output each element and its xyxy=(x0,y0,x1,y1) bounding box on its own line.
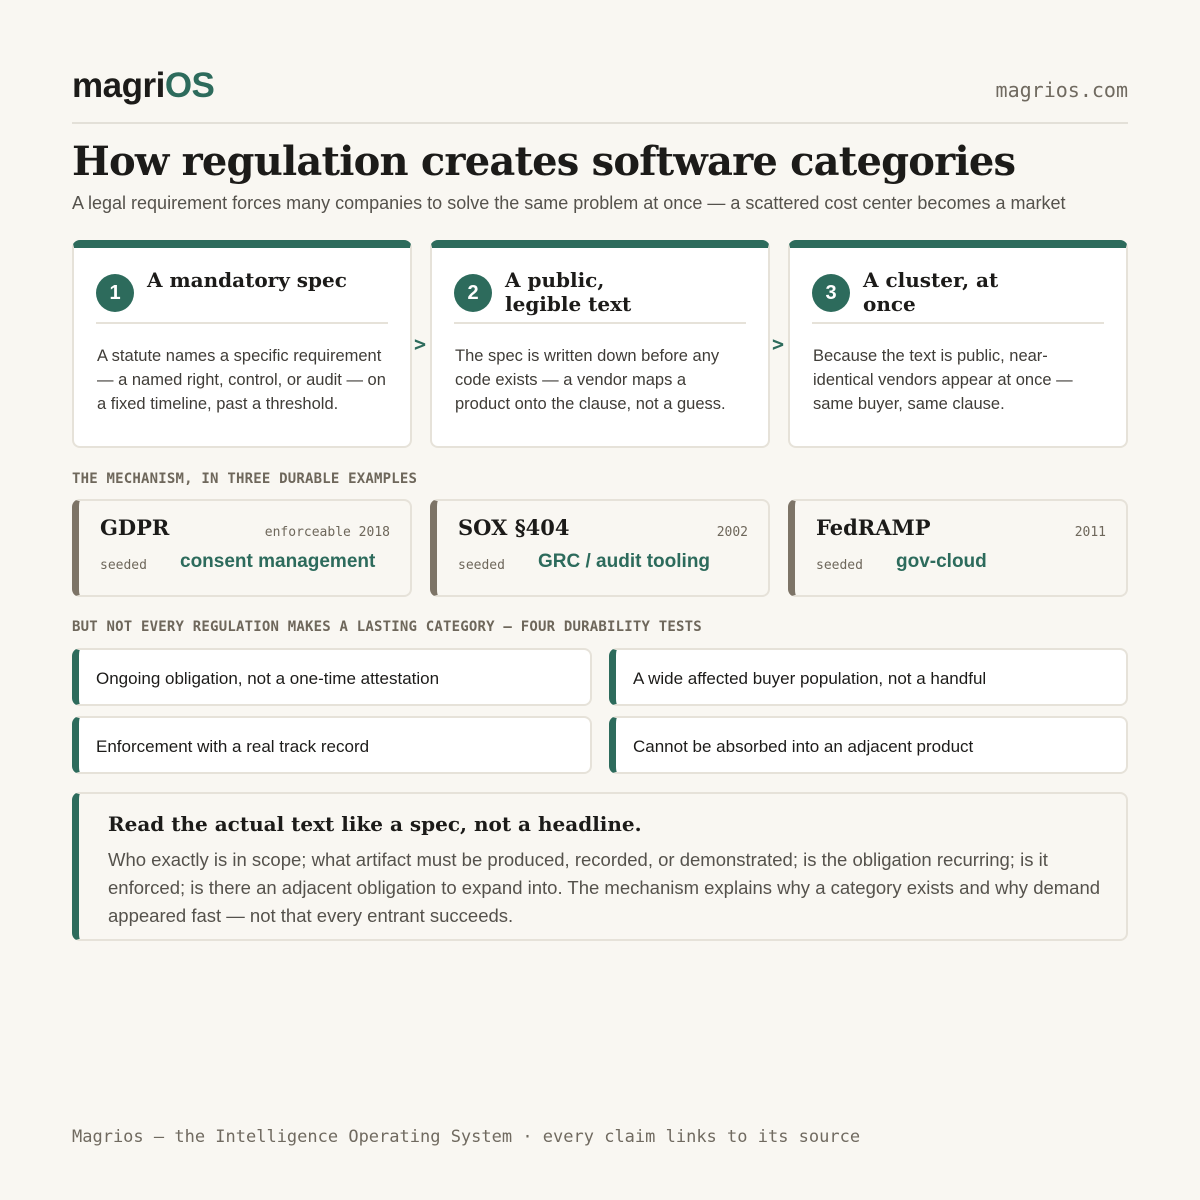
page-title: How regulation creates software categories xyxy=(72,138,1016,185)
step-title: A cluster, at once xyxy=(863,268,999,316)
durability-test-item xyxy=(72,648,592,706)
example-card-gdpr xyxy=(72,499,412,597)
test-text: Cannot be absorbed into an adjacent product xyxy=(633,737,974,756)
page xyxy=(72,0,1128,1200)
callout-body: Who exactly is in scope; what artifact must be produced, recorded, or demonstrated; is the obligation recurring; is it enforced; is there an adjacent obligation to expand into. The mechanism explains why a category exists and why demand appeared fast — not that every entrant succeeds. xyxy=(108,849,1101,926)
seeded-label: seeded xyxy=(100,558,147,573)
callout-box xyxy=(72,792,1128,941)
seeded-label: seeded xyxy=(458,558,505,573)
durability-test-item xyxy=(609,648,1128,706)
seeded-label: seeded xyxy=(816,558,863,573)
logo-text-accent: OS xyxy=(164,66,215,105)
test-text: A wide affected buyer population, not a handful xyxy=(633,669,987,688)
divider xyxy=(454,322,746,324)
header xyxy=(72,64,1128,124)
step-body: The spec is written down before any code exists — a vendor maps a product onto the clause, not a guess. xyxy=(455,347,726,413)
example-year: 2002 xyxy=(716,525,748,540)
step-title: A public, legible text xyxy=(505,268,632,316)
callout-title: Read the actual text like a spec, not a headline. xyxy=(108,812,642,836)
test-text: Ongoing obligation, not a one-time attestation xyxy=(96,669,440,688)
step-title: A mandatory spec xyxy=(147,268,347,292)
arrow-icon: > xyxy=(414,332,427,356)
example-card-sox xyxy=(430,499,770,597)
example-year: enforceable 2018 xyxy=(264,525,390,540)
examples-section-label: THE MECHANISM, IN THREE DURABLE EXAMPLES xyxy=(72,471,418,487)
step-body: A statute names a specific requirement — a named right, control, or audit — on a fixed timeline, past a threshold. xyxy=(97,347,386,413)
arrow-icon: > xyxy=(772,332,785,356)
logo[interactable] xyxy=(72,66,214,106)
example-category: consent management xyxy=(180,551,376,572)
test-text: Enforcement with a real track record xyxy=(96,737,370,756)
step-number-badge: 2 xyxy=(454,274,492,312)
logo-text-primary: magri xyxy=(72,66,165,105)
step-number-badge: 1 xyxy=(96,274,134,312)
domain-link[interactable]: magrios.com xyxy=(995,78,1128,102)
page-subtitle: A legal requirement forces many companies to solve the same problem at once — a scattered cost center becomes a market xyxy=(72,193,1066,213)
divider xyxy=(96,322,388,324)
example-card-fedramp xyxy=(788,499,1128,597)
example-year: 2011 xyxy=(1074,525,1106,540)
step-card-1 xyxy=(72,240,412,448)
step-number-badge: 3 xyxy=(812,274,850,312)
durability-test-item xyxy=(609,716,1128,774)
example-name: SOX §404 xyxy=(458,515,570,540)
divider xyxy=(812,322,1104,324)
step-body: Because the text is public, near-identical vendors appear at once — same buyer, same clause. xyxy=(813,347,1073,413)
tests-section-label: BUT NOT EVERY REGULATION MAKES A LASTING CATEGORY — FOUR DURABILITY TESTS xyxy=(72,619,702,635)
step-card-2 xyxy=(430,240,770,448)
example-category: GRC / audit tooling xyxy=(538,551,711,572)
durability-test-item xyxy=(72,716,592,774)
example-category: gov-cloud xyxy=(896,551,987,572)
footer-text: Magrios — the Intelligence Operating System · every claim links to its source xyxy=(72,1127,861,1147)
example-name: FedRAMP xyxy=(816,515,931,540)
step-card-3 xyxy=(788,240,1128,448)
example-name: GDPR xyxy=(100,515,170,540)
